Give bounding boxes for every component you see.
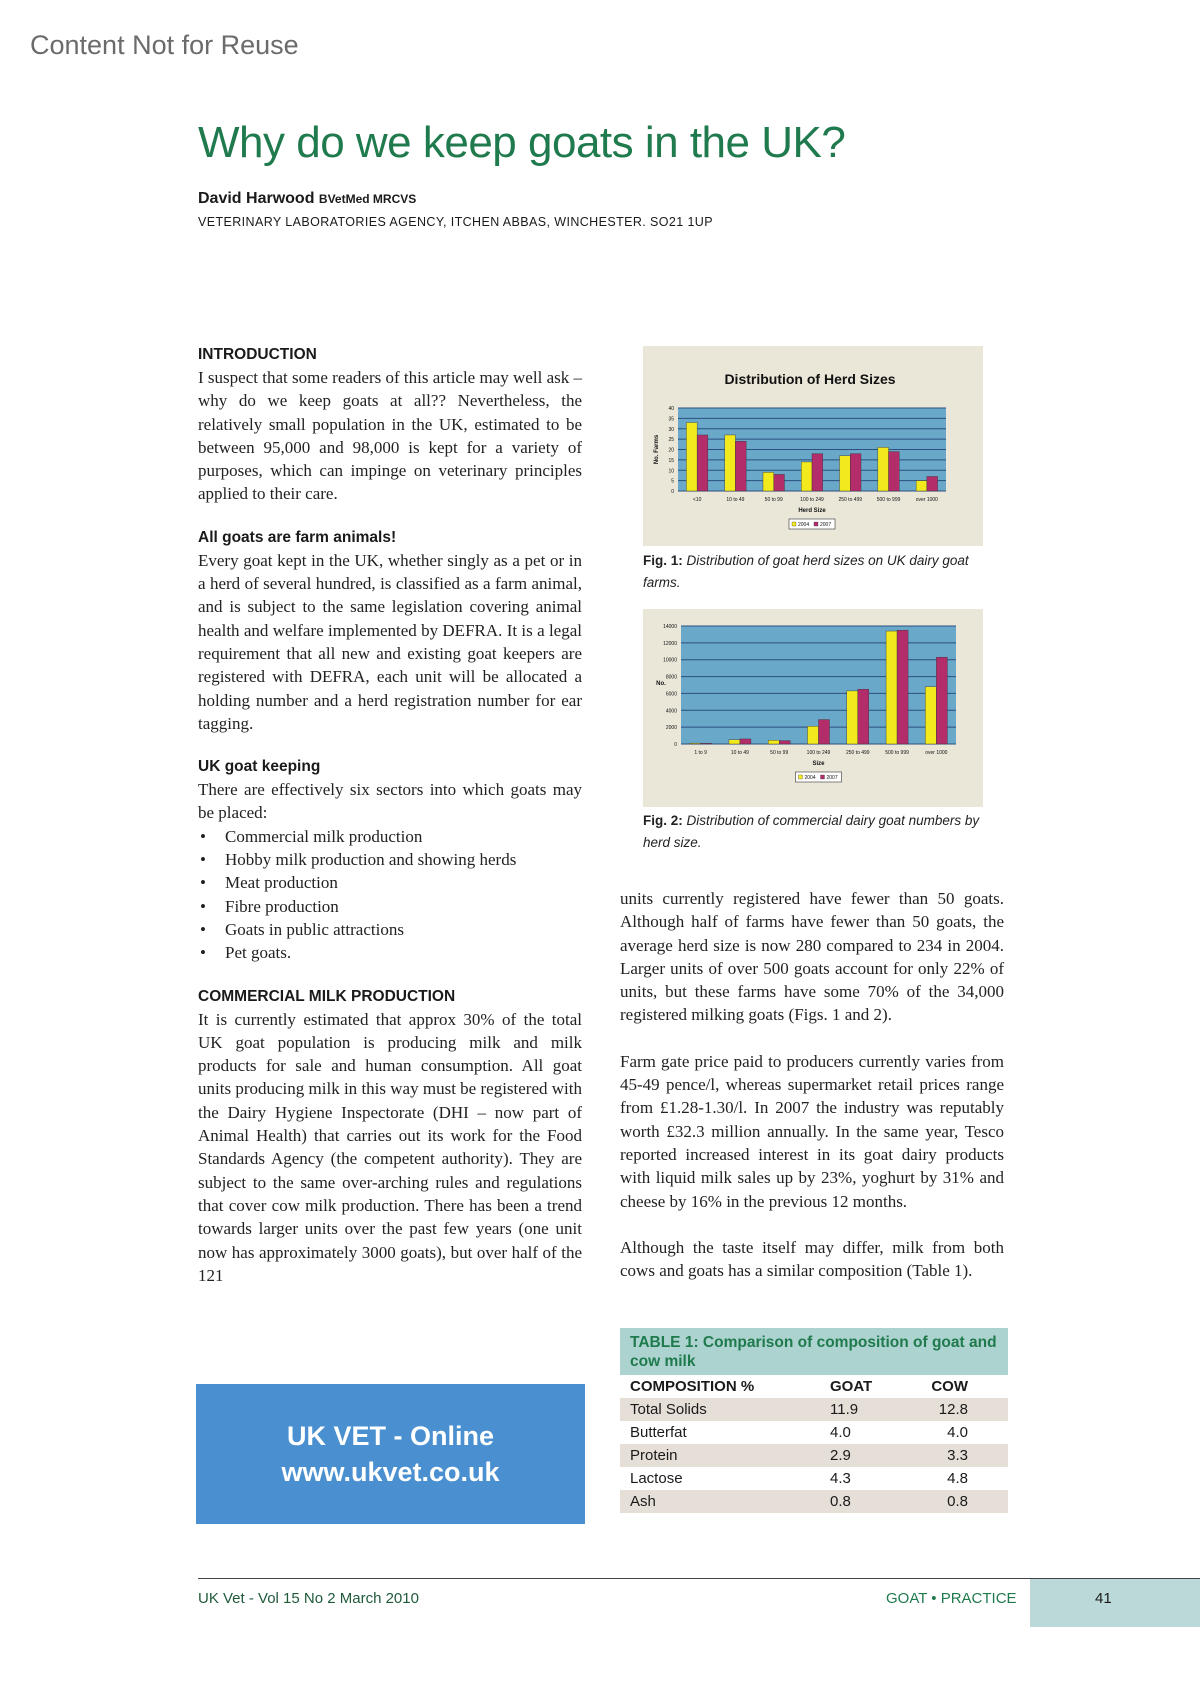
- table-header-row: [620, 1375, 1008, 1398]
- section-heading: UK goat keeping: [198, 758, 321, 776]
- x-axis-label: Herd Size: [798, 508, 826, 514]
- bar-2004: [686, 423, 697, 491]
- x-tick-label: 250 to 499: [838, 497, 863, 503]
- x-tick-label: 500 to 999: [876, 497, 901, 503]
- bar-2004: [729, 740, 740, 744]
- figure-1-caption: [643, 550, 983, 594]
- bar-2007: [774, 474, 785, 491]
- section-heading: COMMERCIAL MILK PRODUCTION: [198, 987, 456, 1005]
- article-title: Why do we keep goats in the UK?: [198, 118, 846, 167]
- figure-1: [643, 346, 983, 546]
- bar-2007: [779, 741, 790, 744]
- table-cell: 3.3: [947, 1447, 968, 1464]
- table-row: [620, 1467, 1008, 1490]
- bar-2007: [850, 454, 861, 491]
- table-cell: 11.9: [830, 1401, 859, 1418]
- y-tick-label: 10: [668, 468, 674, 475]
- bar-2007: [812, 454, 823, 491]
- x-tick-label: over 1000: [925, 750, 948, 756]
- paragraph: I suspect that some readers of this article may well ask – why do we keep goats at all?? Nevertheless, the relatively small population in the UK, estimated to be between 95,000 and 98,000 is kept for a variety of purposes, which can impinge on veterinary principles applied to their care.: [198, 368, 582, 504]
- bar-2004: [763, 472, 774, 491]
- page-number: 41: [1095, 1590, 1112, 1607]
- section-heading: INTRODUCTION: [198, 346, 317, 363]
- table-cell: Lactose: [630, 1470, 683, 1487]
- list-item: • Meat production: [198, 871, 582, 894]
- y-tick-label: 40: [668, 406, 674, 412]
- x-tick-label: 10 to 49: [730, 750, 749, 756]
- y-tick-label: 0: [671, 489, 674, 495]
- bar-2007: [897, 630, 908, 744]
- y-axis-label: No. Farms: [654, 434, 660, 465]
- paragraph: units currently registered have fewer than 50 goats. Although half of farms have fewer than 50 goats, the average herd size is now 280 compared to 234 in 2004. Larger units of over 500 goats account for only 22% of units, but these farms have some 70% of the 34,000 registered milking goats (Figs. 1 and 2).: [620, 889, 1004, 1025]
- table-cell: 4.3: [830, 1470, 851, 1487]
- figure-caption-text: Distribution of commercial dairy goat numbers by herd size.: [643, 813, 980, 850]
- figure-caption-text: Distribution of goat herd sizes on UK dairy goat farms.: [643, 553, 969, 590]
- figure-label: Fig. 1:: [643, 553, 683, 568]
- footer-section: GOAT • PRACTICE: [886, 1590, 1017, 1607]
- x-tick-label: 250 to 499: [845, 750, 870, 756]
- table-title: TABLE 1: Comparison of composition of goat and cow milk: [620, 1328, 1008, 1375]
- legend-label: 2007: [826, 775, 838, 781]
- bar-2007: [858, 689, 869, 744]
- legend-swatch-2004: [792, 522, 796, 526]
- paragraph: It is currently estimated that approx 30% of the total UK goat population is producing milk and milk products for sale and human consumption. All goat units producing milk in this way must be registered with the Dairy Hygiene Inspectorate (DHI – now part of Animal Health) that carries out its work for the Food Standards Agency (the competent authority). They are subject to the same over-arching rules and regulations that cover cow milk production. There has been a trend towards larger units over the past few years (one unit now has approximately 3000 goats), but over half of the 121: [198, 1009, 582, 1285]
- bar-2004: [847, 691, 858, 744]
- x-tick-label: over 1000: [915, 497, 938, 503]
- watermark: Content Not for Reuse: [30, 30, 299, 60]
- y-tick-label: 12000: [663, 640, 677, 647]
- list-item: • Goats in public attractions: [198, 918, 582, 941]
- table-row: [620, 1490, 1008, 1513]
- author-name: David Harwood: [198, 190, 315, 207]
- bar-2007: [740, 739, 751, 744]
- table-cell: 2.9: [830, 1447, 851, 1464]
- x-tick-label: 100 to 249: [800, 497, 824, 503]
- y-tick-label: 4000: [665, 708, 677, 715]
- paragraph: Although the taste itself may differ, milk from both cows and goats has a similar composition (Table 1).: [620, 1237, 1004, 1281]
- page-number-box: [1030, 1579, 1200, 1627]
- legend-label: 2004: [804, 775, 816, 781]
- bar-2004: [725, 435, 736, 491]
- y-tick-label: 15: [668, 457, 674, 464]
- bar-2004: [878, 447, 889, 491]
- bar-2004: [916, 481, 927, 491]
- table-cell: Protein: [630, 1447, 678, 1464]
- bar-2007: [936, 657, 947, 744]
- y-tick-label: 8000: [665, 674, 677, 681]
- promo-title: UK VET - Online: [286, 1421, 494, 1451]
- bar-2007: [697, 435, 708, 491]
- table-row: [620, 1444, 1008, 1467]
- section-heading: All goats are farm animals!: [198, 528, 397, 546]
- legend-swatch-2007: [814, 522, 818, 526]
- y-tick-label: 2000: [665, 725, 677, 732]
- y-tick-label: 5: [671, 478, 674, 485]
- bar-2007: [701, 743, 712, 744]
- y-tick-label: 6000: [665, 691, 677, 698]
- footer-journal: UK Vet - Vol 15 No 2 March 2010: [198, 1590, 419, 1607]
- figure-label: Fig. 2:: [643, 813, 683, 828]
- paragraph: Farm gate price paid to producers currently varies from 45-49 pence/l, whereas supermarket retail prices range from £1.28-1.30/l. In 2007 the industry was reputably worth £32.3 million annually. In the same year, Tesco reported increased interest in its goat dairy products with liquid milk sales up by 23%, yoghurt by 31% and cheese by 16% in the previous 12 months.: [620, 1051, 1004, 1211]
- table-header: GOAT: [830, 1378, 873, 1395]
- paragraph: Every goat kept in the UK, whether singly as a pet or in a herd of several hundred, is classified as a farm animal, and is subject to the same legislation covering animal health and welfare implemented by DEFRA. It is a legal requirement that all new and existing goat keepers are registered with DEFRA, each unit will be allocated a holding number and a herd registration number for ear tagging.: [198, 550, 582, 733]
- table-cell: 0.8: [830, 1493, 851, 1510]
- bar-2004: [768, 740, 779, 744]
- author-line: [198, 190, 416, 208]
- goat-numbers-chart: [643, 609, 983, 807]
- x-tick-label: 1 to 9: [694, 750, 707, 756]
- legend-swatch-2007: [821, 775, 825, 779]
- y-tick-label: 20: [668, 447, 674, 454]
- x-tick-label: <10: [692, 497, 702, 503]
- author-affiliation: VETERINARY LABORATORIES AGENCY, ITCHEN ABBAS, WINCHESTER. SO21 1UP: [198, 215, 713, 229]
- x-tick-label: 10 to 49: [726, 497, 745, 503]
- x-tick-label: 50 to 99: [764, 497, 783, 503]
- milk-table: [620, 1375, 1008, 1513]
- figure-2-caption: [643, 810, 993, 854]
- table-cell: 4.8: [947, 1470, 968, 1487]
- legend-label: 2007: [820, 522, 832, 528]
- table-cell: 4.0: [830, 1424, 851, 1441]
- list-item: • Commercial milk production: [198, 825, 582, 848]
- x-tick-label: 50 to 99: [770, 750, 789, 756]
- bar-2007: [819, 720, 830, 744]
- y-axis-label: No.: [656, 681, 666, 687]
- table-header: COMPOSITION %: [630, 1378, 755, 1395]
- author-qualifications: BVetMed MRCVS: [318, 192, 417, 206]
- x-tick-label: 100 to 249: [806, 750, 831, 756]
- list-item: • Fibre production: [198, 895, 582, 918]
- table-row: [620, 1421, 1008, 1444]
- table-cell: 0.8: [947, 1493, 968, 1510]
- composition-table: [620, 1328, 1008, 1513]
- ukvet-promo: [196, 1384, 585, 1524]
- table-cell: 4.0: [947, 1424, 968, 1441]
- y-tick-label: 14000: [663, 624, 677, 630]
- table-header: COW: [931, 1378, 968, 1395]
- bar-2004: [886, 631, 897, 744]
- bar-2007: [889, 452, 900, 491]
- bar-2004: [690, 743, 701, 744]
- bar-2004: [840, 456, 851, 491]
- bar-2007: [927, 476, 938, 491]
- herd-size-chart: [643, 346, 983, 546]
- table-row: [620, 1398, 1008, 1421]
- column-left: [198, 346, 582, 1287]
- chart-title: Distribution of Herd Sizes: [724, 371, 896, 387]
- bar-2007: [735, 441, 746, 491]
- y-tick-label: 0: [674, 742, 677, 748]
- y-tick-label: 10000: [663, 657, 677, 664]
- bar-2004: [808, 726, 819, 744]
- table-cell: 12.8: [938, 1401, 968, 1418]
- legend-label: 2004: [798, 522, 810, 528]
- table-cell: Ash: [630, 1493, 656, 1510]
- bar-2004: [801, 462, 812, 491]
- table-cell: Total Solids: [630, 1401, 707, 1418]
- x-axis-label: Size: [812, 761, 825, 767]
- table-cell: Butterfat: [630, 1424, 687, 1441]
- list-item: • Hobby milk production and showing herds: [198, 848, 582, 871]
- legend-swatch-2004: [799, 775, 803, 779]
- y-tick-label: 25: [668, 437, 674, 444]
- paragraph: There are effectively six sectors into which goats may be placed:: [198, 780, 582, 823]
- column-right: [620, 887, 1004, 1282]
- x-tick-label: 500 to 999: [885, 750, 909, 756]
- sector-list: [198, 825, 582, 965]
- y-tick-label: 35: [668, 416, 674, 423]
- promo-url[interactable]: www.ukvet.co.uk: [281, 1457, 500, 1487]
- y-tick-label: 30: [668, 426, 674, 433]
- bar-2004: [925, 687, 936, 744]
- figure-2: [643, 609, 983, 807]
- list-item: • Pet goats.: [198, 941, 582, 964]
